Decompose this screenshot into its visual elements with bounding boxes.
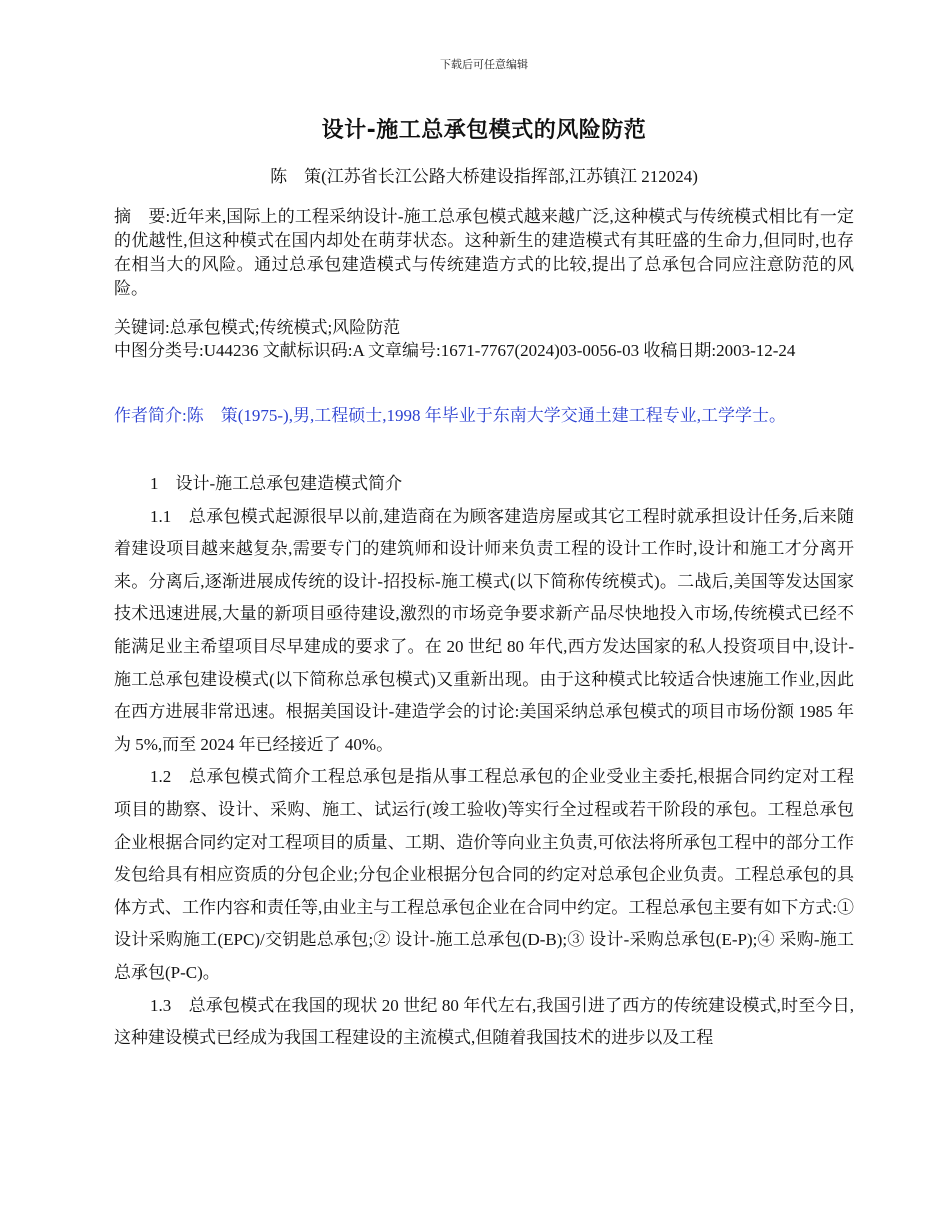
header-note: 下载后可任意编辑 <box>440 59 528 71</box>
paragraph: 1.3 总承包模式在我国的现状 20 世纪 80 年代左右,我国引进了西方的传统建设模式,时至今日,这种建设模式已经成为我国工程建设的主流模式,但随着我国技术的进步以及工程 <box>114 995 854 1048</box>
paragraph: 1.1 总承包模式起源很早以前,建造商在为顾客建造房屋或其它工程时就承担设计任务,后来随着建设项目越来越复杂,需要专门的建筑师和设计师来负责工程的设计工作时,设计和施工才分离开来。分离后,逐渐进展成传统的设计-招投标-施工模式(以下简称传统模式)。二战后,美国等发达国家技术迅速进展,大量的新项目亟待建设,激烈的市场竞争要求新产品尽快地投入市场,传统模式已经不能满足业主希望项目尽早建成的要求了。在 20 世纪 80 年代,西方发达国家的私人投资项目中,设计-施工总承包建设模式(以下简称总承包模式)又重新出现。由于这种模式比较适合快速施工作业,因此在西方进展非常迅速。根据美国设计-建造学会的讨论:美国采纳总承包模式的项目市场份额 1985 年为 5%,而至 2024 年已经接近了 40%。 <box>114 506 854 754</box>
article-title: 设计-施工总承包模式的风险防范 <box>321 118 647 143</box>
author-affiliation: 陈 策(江苏省长江公路大桥建设指挥部,江苏镇江 212024) <box>270 167 698 186</box>
author-intro: 作者简介:陈 策(1975-),男,工程硕士,1998 年毕业于东南大学交通土建工程专业,工学学士。 <box>114 406 786 425</box>
paragraph: 1.2 总承包模式简介工程总承包是指从事工程总承包的企业受业主委托,根据合同约定对工程项目的勘察、设计、采购、施工、试运行(竣工验收)等实行全过程或若干阶段的承包。工程总承包企业根据合同约定对工程项目的质量、工期、造价等向业主负责,可依法将所承包工程中的部分工作发包给具有相应资质的分包企业;分包企业根据分包合同的约定对总承包企业负责。工程总承包的具体方式、工作内容和责任等,由业主与工程总承包企业在合同中约定。工程总承包主要有如下方式:① 设计采购施工(EPC)/交钥匙总承包;② 设计-施工总承包(D-B);③ 设计-采购总承包(E-P);④ 采购-施工总承包(P-C)。 <box>114 767 854 982</box>
abstract: 摘 要:近年来,国际上的工程采纳设计-施工总承包模式越来越广泛,这种模式与传统模式相比有一定的优越性,但这种模式在国内却处在萌芽状态。这种新生的建造模式有其旺盛的生命力,但同时,也存在相当大的风险。通过总承包建造模式与传统建造方式的比较,提出了总承包合同应注意防范的风险。 <box>114 207 854 298</box>
classification-info: 中图分类号:U44236 文献标识码:A 文章编号:1671-7767(2024)03-0056-03 收稿日期:2003-12-24 <box>114 341 796 360</box>
body-text <box>114 468 854 1055</box>
keywords: 关键词:总承包模式;传统模式;风险防范 <box>114 318 401 337</box>
section-heading: 1 设计-施工总承包建造模式简介 <box>150 474 403 493</box>
